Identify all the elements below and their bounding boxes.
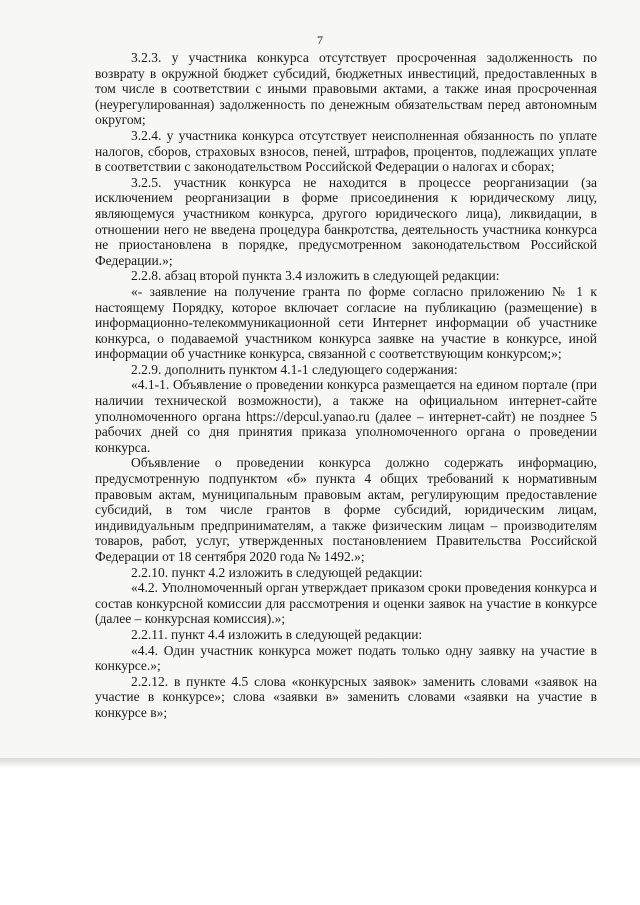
paragraph-4-1-1-announcement: Объявление о проведении конкурса должно содержать информацию, предусмотренную подпунктом «б» пункта 4 общих требований к нормативным правовым актам, муниципальным правовым актам, регулирующим предоставление субсидий, в том числе грантов в форме субсидий, юридическим лицам, индивидуальным предпринимателям, а также физическим лицам – производителям товаров, работ, услуг, утвержденных постановлением Правительства Российской Федерации от 18 сентября 2020 года № 1492.»;	[95, 455, 597, 564]
paragraph-2-2-11: 2.2.11. пункт 4.4 изложить в следующей редакции:	[131, 626, 423, 642]
page-number: 7	[317, 33, 323, 47]
paragraph-2-2-10: 2.2.10. пункт 4.2 изложить в следующей редакции:	[131, 564, 423, 580]
paragraph-2-2-12: 2.2.12. в пункте 4.5 слова «конкурсных заявок» заменить словами «заявок на участие в конкурсе»; слова «заявки в» заменить словами «заявки на участие в конкурсе в»;	[95, 673, 597, 720]
document-body	[95, 50, 597, 721]
paragraph-3-2-3: 3.2.3. у участника конкурса отсутствует просроченная задолженность по возврату в окружной бюджет субсидий, бюджетных инвестиций, предоставленных в том числе в соответствии с иными правовыми актами, а также иная просроченная (неурегулированная) задолженность по денежным обязательствам перед автономным округом;	[95, 50, 597, 128]
paragraph-3-2-4: 3.2.4. у участника конкурса отсутствует неисполненная обязанность по уплате налогов, сборов, страховых взносов, пеней, штрафов, процентов, подлежащих уплате в соответствии с законодательством Российской Федерации о налогах и сборах;	[95, 127, 597, 175]
paragraph-4-2: «4.2. Уполномоченный орган утверждает приказом сроки проведения конкурса и состав конкурсной комиссии для рассмотрения и оценки заявок на участие в конкурсе (далее – конкурсная комиссия).»;	[95, 580, 597, 627]
scan-edge-shadow	[0, 758, 640, 768]
paragraph-4-4: «4.4. Один участник конкурса может подать только одну заявку на участие в конкурсе.»;	[95, 642, 597, 674]
paragraph-2-2-8: 2.2.8. абзац второй пункта 3.4 изложить в следующей редакции:	[131, 268, 500, 284]
paragraph-4-1-1: «4.1-1. Объявление о проведении конкурса размещается на едином портале (при наличии технической возможности), а также на официальном интернет-сайте уполномоченного органа https://depcul.yanao.ru (далее – интернет-сайт) не позднее 5 рабочих дней со дня принятия приказа уполномоченного органа о проведении конкурса.	[95, 377, 597, 455]
paragraph-3-2-5: 3.2.5. участник конкурса не находится в процессе реорганизации (за исключением реорганизации в форме присоединения к юридическому лицу, являющемуся участником конкурса, другого юридического лица), ликвидации, в отношении него не введена процедура банкротства, деятельность участника конкурса не приостановлена в порядке, предусмотренном законодательством Российской Федерации.»;	[95, 174, 597, 268]
paragraph-2-2-8-text: «- заявление на получение гранта по форме согласно приложению № 1 к настоящему Порядку, которое включает согласие на публикацию (размещение) в информационно-телекоммуникационной сети Интернет информации об участнике конкурса, о подаваемой участником конкурса заявке на участие в конкурсе, иной информации об участнике конкурса, связанной с соответствующим конкурсом;»;	[95, 283, 597, 362]
paragraph-2-2-9: 2.2.9. дополнить пунктом 4.1-1 следующего содержания:	[131, 361, 458, 377]
